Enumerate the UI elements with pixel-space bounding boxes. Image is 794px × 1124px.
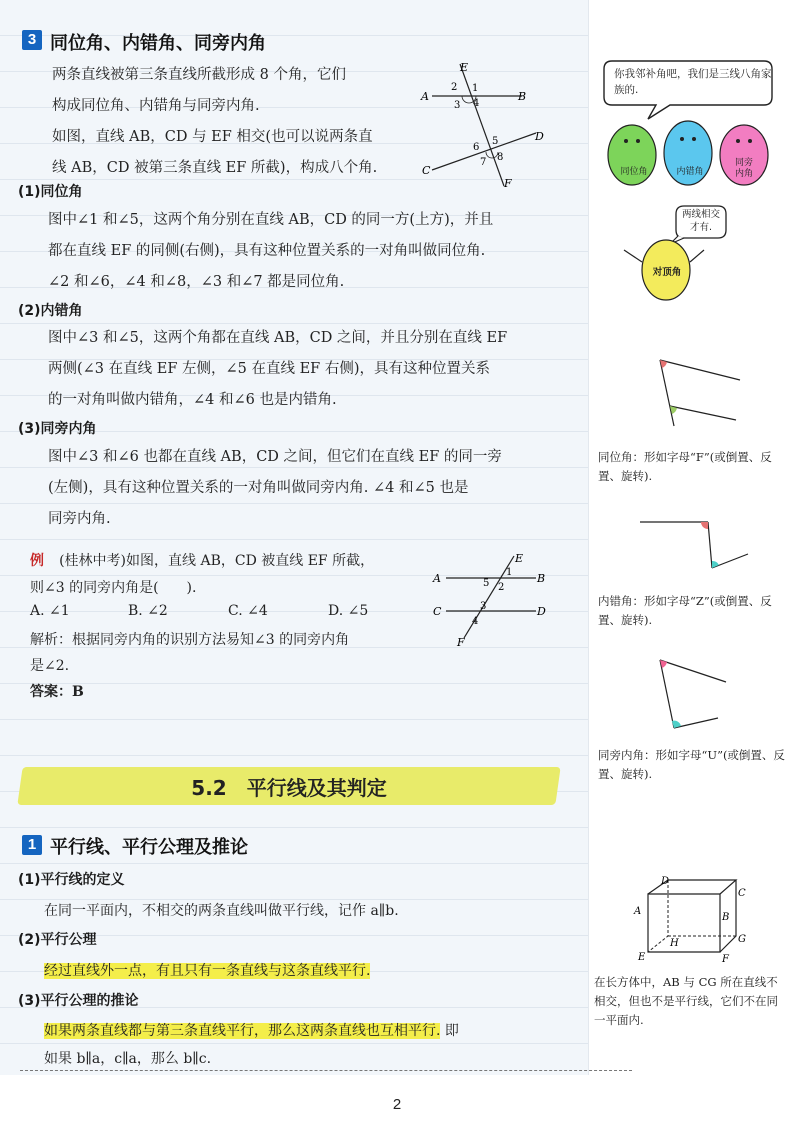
angle-label-7: 7 (480, 157, 487, 168)
u-shape-note: 同旁内角：形如字母“U”(或倒置、反置、旋转). (598, 748, 785, 781)
egg-label-yellow: 对顶角 (652, 267, 682, 278)
angle-marker (701, 522, 708, 529)
eye-icon (692, 137, 696, 141)
label-e: E (460, 61, 469, 74)
angle-label-6: 6 (473, 142, 480, 153)
solution-line: 是∠2. (30, 658, 70, 674)
example-label: 例 (30, 553, 44, 569)
label-h: H (670, 938, 679, 949)
co-interior-angles-paragraph (48, 442, 578, 535)
option-b: B. ∠2 (128, 603, 168, 619)
text-tail: 即 (440, 1023, 459, 1039)
egg-arm (690, 250, 704, 262)
angle-label-3: 3 (454, 100, 461, 111)
label-e: E (638, 952, 646, 963)
label-b: B (722, 912, 730, 923)
text-line: 的一对角叫做内错角，∠4 和∠6 也是内错角. (48, 392, 337, 408)
label-f: F (457, 636, 465, 649)
z-shape-figure (636, 510, 756, 590)
text-line: 构成同位角、内错角与同旁内角. (52, 98, 260, 114)
subsection-heading: (1)同位角 (18, 184, 83, 200)
example-question-line: 则∠3 的同旁内角是( ). (30, 580, 197, 596)
example-block (30, 550, 374, 570)
intro-paragraph (52, 60, 412, 184)
eye-icon (624, 139, 628, 143)
axiom-corollary-text: 如果 b∥a，c∥a，那么 b∥c. (44, 1051, 212, 1067)
angle-label-8: 8 (497, 152, 504, 163)
angle-label-4: 4 (472, 616, 479, 627)
text-line: 如图，直线 AB，CD 与 EF 相交(也可以说两条直 (52, 129, 373, 145)
section-number-badge: 3 (22, 30, 42, 50)
f-shape-note: 同位角：形如字母“F”(或倒置、反置、旋转). (598, 450, 772, 483)
label-g: G (738, 934, 746, 945)
option-d: D. ∠5 (328, 603, 369, 619)
text-line: 图中∠1 和∠5，这两个角分别在直线 AB，CD 的同一方(上方)，并且 (48, 212, 494, 228)
angle-label-5: 5 (483, 578, 490, 589)
eye-icon (748, 139, 752, 143)
example-figure (430, 550, 560, 650)
label-d: D (661, 876, 670, 887)
option-c: C. ∠4 (228, 603, 268, 619)
eye-icon (636, 139, 640, 143)
label-c: C (433, 605, 442, 618)
label-f: F (504, 177, 512, 190)
cuboid-note: 在长方体中，AB 与 CG 所在直线不相交，但也不是平行线，它们不在同一平面内. (594, 975, 778, 1027)
z-shape-note: 内错角：形如字母“Z”(或倒置、反置、旋转). (598, 594, 772, 627)
label-c: C (422, 164, 431, 177)
text-line: 两侧(∠3 在直线 EF 左侧，∠5 在直线 EF 右侧)，具有这种位置关系 (48, 361, 491, 377)
u-shape-figure (644, 650, 744, 740)
line-segment (670, 406, 736, 420)
subsection-heading: (1)平行线的定义 (18, 872, 125, 888)
label-f: F (722, 954, 729, 964)
parallel-definition-text: 在同一平面内，不相交的两条直线叫做平行线，记作 a∥b. (44, 903, 399, 919)
subsection-heading: (3)同旁内角 (18, 421, 97, 437)
text-line: 都在直线 EF 的同侧(右侧)，具有这种位置关系的一对角叫做同位角. (48, 243, 486, 259)
line-segment (708, 522, 712, 568)
section-title: 平行线、平行公理及推论 (50, 837, 248, 858)
solution-line: 解析：根据同旁内角的识别方法易知∠3 的同旁内角 (30, 632, 350, 648)
angle-label-5: 5 (492, 136, 499, 147)
subsection-heading: (2)内错角 (18, 303, 83, 319)
text-line: 图中∠3 和∠5，这两个角都在直线 AB，CD 之间，并且分别在直线 EF (48, 330, 508, 346)
alternate-angles-paragraph (48, 323, 578, 416)
eye-icon (736, 139, 740, 143)
section-number-badge: 1 (22, 835, 42, 855)
egg-label-green: 同位角 (620, 167, 648, 177)
egg-label-pink: 同旁内角 (734, 158, 753, 179)
cuboid-hidden-edges (648, 880, 668, 952)
label-b: B (537, 572, 546, 585)
label-a: A (634, 906, 642, 917)
speech-bubble-text: 两线相交才有. (681, 209, 720, 233)
text-line: 两条直线被第三条直线所截形成 8 个角，它们 (52, 67, 346, 83)
angle-label-1: 1 (506, 567, 513, 578)
angle-label-2: 2 (451, 82, 458, 93)
example-question-line: (桂林中考)如图，直线 AB，CD 被直线 EF 所截， (59, 553, 375, 569)
angle-label-1: 1 (472, 83, 479, 94)
label-d: D (535, 130, 544, 143)
label-c: C (738, 888, 746, 899)
corresponding-angles-paragraph (48, 205, 578, 298)
cuboid-figure (624, 872, 754, 964)
highlighted-text: 如果两条直线都与第三条直线平行，那么这两条直线也互相平行. (44, 1023, 441, 1039)
text-line: 图中∠3 和∠6 也都在直线 AB，CD 之间，但它们在直线 EF 的同一旁 (48, 449, 502, 465)
label-e: E (515, 552, 524, 565)
text-line: (左侧)，具有这种位置关系的一对角叫做同旁内角. ∠4 和∠5 也是 (48, 480, 469, 496)
angle-label-2: 2 (498, 582, 505, 593)
option-a: A. ∠1 (30, 603, 70, 619)
answer-line: 答案：B (30, 684, 84, 700)
line-segment (660, 360, 740, 380)
speech-bubble-text: 你我邻补角吧，我们是三线八角家族的. (614, 68, 772, 96)
section-title: 同位角、内错角、同旁内角 (50, 33, 266, 54)
page-number: 2 (392, 1096, 402, 1113)
three-lines-eight-angles-figure (418, 58, 568, 193)
highlighted-text: 经过直线外一点，有且只有一条直线与这条直线平行. (44, 963, 371, 979)
line-segment (674, 718, 718, 728)
label-a: A (433, 572, 441, 585)
egg-label-blue: 内错角 (676, 167, 704, 177)
line-segment (712, 554, 748, 568)
parallel-axiom-text (44, 960, 370, 980)
chapter-title: 5.2 平行线及其判定 (191, 776, 387, 800)
axiom-corollary-text (44, 1020, 459, 1040)
bottom-divider (20, 1070, 632, 1071)
f-shape-figure (640, 350, 750, 440)
label-d: D (537, 605, 546, 618)
subsection-heading: (3)平行公理的推论 (18, 993, 139, 1009)
label-a: A (421, 90, 429, 103)
line-segment (660, 360, 674, 426)
text-line: 同旁内角. (48, 511, 111, 527)
label-b: B (518, 90, 527, 103)
text-line: ∠2 和∠6，∠4 和∠8，∠3 和∠7 都是同位角. (48, 274, 345, 290)
line-segment (660, 660, 726, 682)
eye-icon (680, 137, 684, 141)
angle-label-3: 3 (480, 601, 487, 612)
text-line: 线 AB，CD 被第三条直线 EF 所截)，构成八个角. (52, 160, 378, 176)
line-segment (660, 660, 674, 728)
egg-arm (624, 250, 642, 262)
angle-label-4: 4 (473, 98, 480, 109)
subsection-heading: (2)平行公理 (18, 932, 97, 948)
